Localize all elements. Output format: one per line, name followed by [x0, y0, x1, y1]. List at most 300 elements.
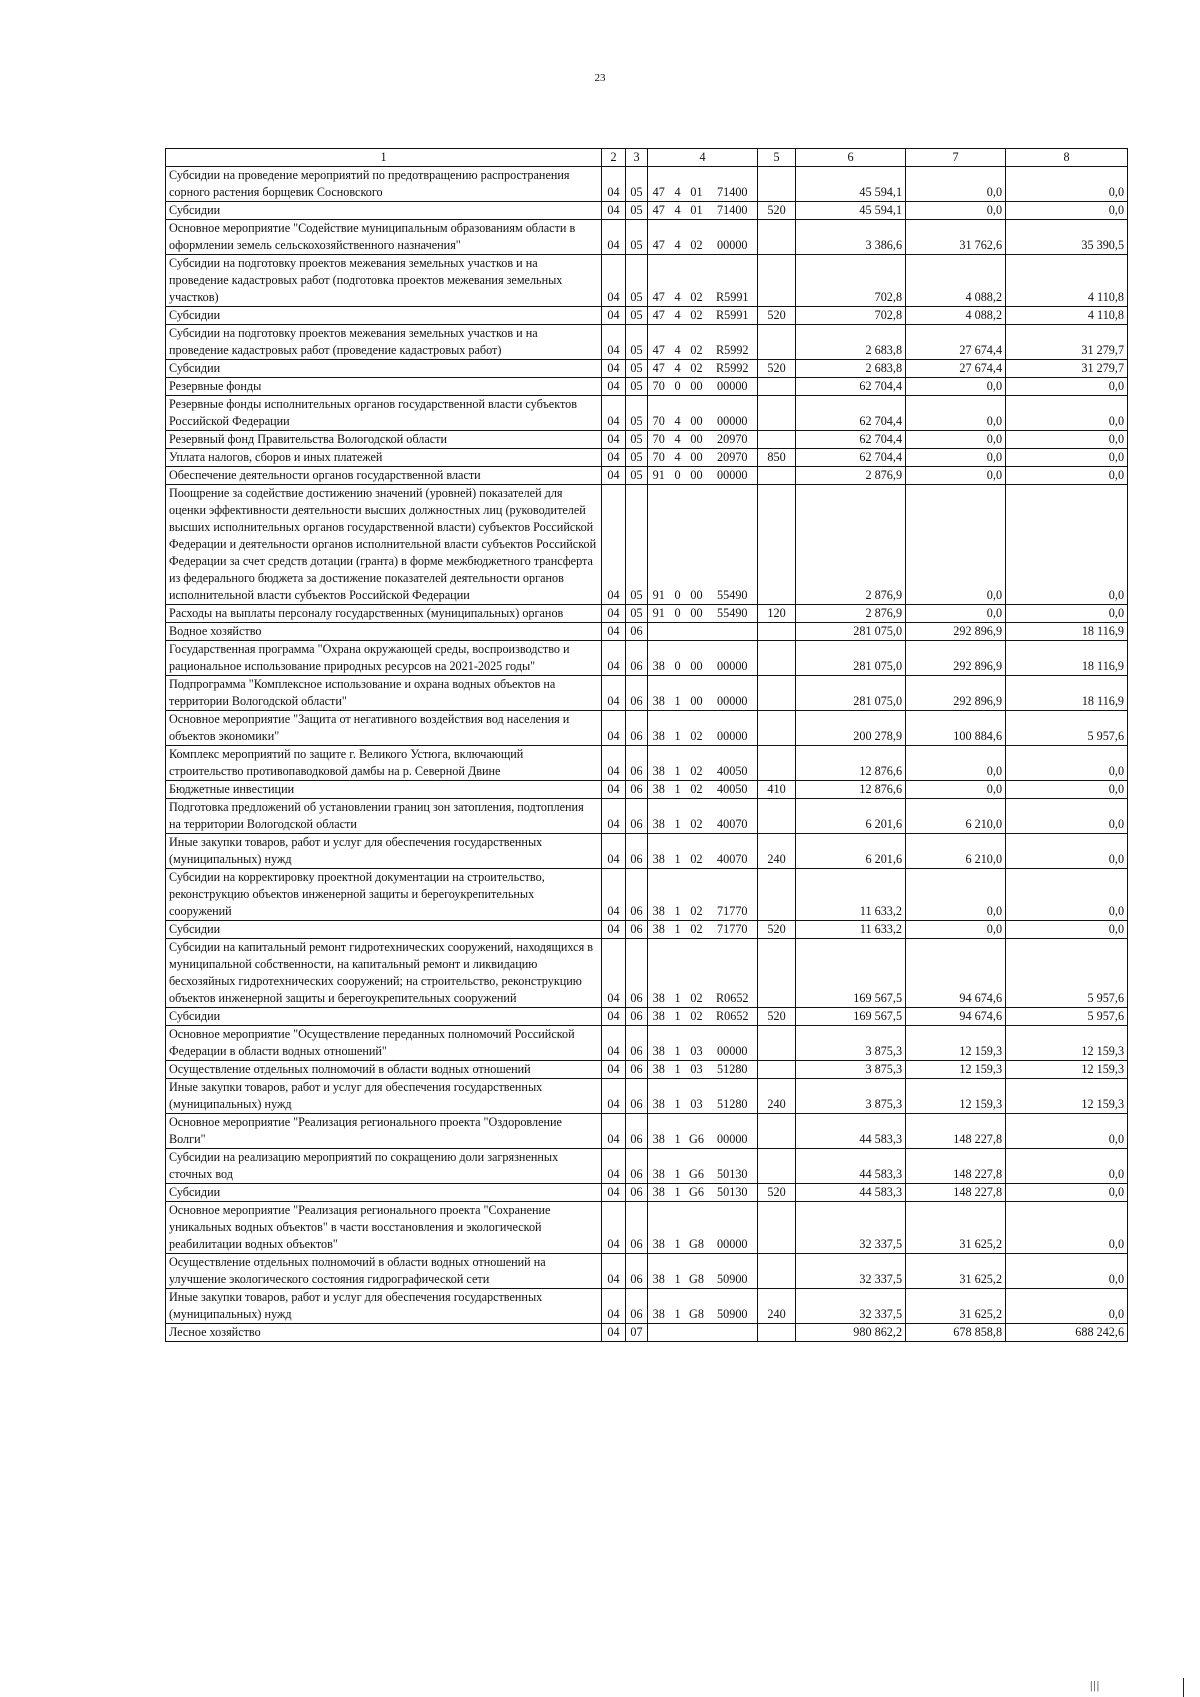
amount-col7: 31 625,2	[906, 1202, 1006, 1254]
target-code-subprogram: 1	[670, 1026, 686, 1061]
table-row	[166, 799, 1128, 834]
row-name: Комплекс мероприятий по защите г. Великого Устюга, включающий строительство противопаводковой дамбы на р. Северной Двине	[166, 746, 602, 781]
amount-col6: 2 683,8	[796, 325, 906, 360]
amount-col6: 2 876,9	[796, 485, 906, 605]
amount-col7: 12 159,3	[906, 1079, 1006, 1114]
target-code-subprogram: 1	[670, 921, 686, 939]
subsection-code: 06	[626, 939, 648, 1008]
subsection-code: 05	[626, 167, 648, 202]
target-code-program: 91	[648, 605, 670, 623]
section-code: 04	[602, 1289, 626, 1324]
amount-col6: 169 567,5	[796, 939, 906, 1008]
target-code-event: 02	[686, 307, 708, 325]
section-code: 04	[602, 1324, 626, 1342]
amount-col6: 980 862,2	[796, 1324, 906, 1342]
subsection-code: 05	[626, 325, 648, 360]
section-code: 04	[602, 325, 626, 360]
target-code-subprogram: 1	[670, 1289, 686, 1324]
row-name: Водное хозяйство	[166, 623, 602, 641]
amount-col8: 0,0	[1006, 1289, 1128, 1324]
table-row	[166, 781, 1128, 799]
subsection-code: 05	[626, 378, 648, 396]
target-code-program: 38	[648, 869, 670, 921]
target-code-direction: 50900	[708, 1254, 758, 1289]
header-cell: 7	[906, 149, 1006, 167]
target-code-subprogram: 1	[670, 1079, 686, 1114]
amount-col6: 11 633,2	[796, 921, 906, 939]
expense-type-code	[758, 1324, 796, 1342]
target-code-subprogram: 4	[670, 220, 686, 255]
row-name: Резервные фонды	[166, 378, 602, 396]
subsection-code: 06	[626, 1289, 648, 1324]
target-code-subprogram: 1	[670, 1254, 686, 1289]
target-code-subprogram: 1	[670, 869, 686, 921]
amount-col7: 678 858,8	[906, 1324, 1006, 1342]
row-name: Резервные фонды исполнительных органов государственной власти субъектов Российской Федерации	[166, 396, 602, 431]
amount-col6: 200 278,9	[796, 711, 906, 746]
amount-col8: 688 242,6	[1006, 1324, 1128, 1342]
table-row	[166, 1184, 1128, 1202]
target-code-direction: 00000	[708, 1026, 758, 1061]
section-code: 04	[602, 1254, 626, 1289]
row-name: Иные закупки товаров, работ и услуг для обеспечения государственных (муниципальных) нужд	[166, 1079, 602, 1114]
target-code-program: 38	[648, 799, 670, 834]
row-name: Государственная программа "Охрана окружающей среды, воспроизводство и рациональное использование природных ресурсов на 2021-2025 годы"	[166, 641, 602, 676]
amount-col6: 2 876,9	[796, 467, 906, 485]
expense-type-code	[758, 799, 796, 834]
row-name: Субсидии	[166, 1184, 602, 1202]
target-code-subprogram: 1	[670, 939, 686, 1008]
amount-col8: 0,0	[1006, 378, 1128, 396]
expense-type-code	[758, 1026, 796, 1061]
section-code: 04	[602, 1184, 626, 1202]
target-code-event: 02	[686, 360, 708, 378]
target-code-program: 38	[648, 834, 670, 869]
expense-type-code	[758, 1061, 796, 1079]
section-code: 04	[602, 1149, 626, 1184]
target-code-event: 02	[686, 746, 708, 781]
row-name: Уплата налогов, сборов и иных платежей	[166, 449, 602, 467]
target-code-subprogram	[670, 1324, 686, 1342]
target-code-event: 02	[686, 220, 708, 255]
section-code: 04	[602, 378, 626, 396]
target-code-subprogram: 4	[670, 360, 686, 378]
target-code-direction: 00000	[708, 220, 758, 255]
amount-col7: 4 088,2	[906, 307, 1006, 325]
subsection-code: 06	[626, 1184, 648, 1202]
amount-col8: 0,0	[1006, 467, 1128, 485]
scan-marks: |||	[1090, 1678, 1101, 1692]
subsection-code: 06	[626, 834, 648, 869]
target-code-direction: R5992	[708, 325, 758, 360]
expense-type-code: 240	[758, 1289, 796, 1324]
amount-col7: 27 674,4	[906, 360, 1006, 378]
target-code-subprogram: 4	[670, 167, 686, 202]
row-name: Субсидии	[166, 202, 602, 220]
table-row	[166, 939, 1128, 1008]
target-code-event: 00	[686, 449, 708, 467]
section-code: 04	[602, 431, 626, 449]
target-code-event	[686, 623, 708, 641]
amount-col6: 281 075,0	[796, 623, 906, 641]
row-name: Резервный фонд Правительства Вологодской области	[166, 431, 602, 449]
target-code-event: G8	[686, 1254, 708, 1289]
row-name: Основное мероприятие "Реализация регионального проекта "Оздоровление Волги"	[166, 1114, 602, 1149]
target-code-direction: 51280	[708, 1079, 758, 1114]
target-code-program: 38	[648, 1026, 670, 1061]
amount-col8: 0,0	[1006, 799, 1128, 834]
amount-col6: 2 683,8	[796, 360, 906, 378]
target-code-program: 38	[648, 1289, 670, 1324]
amount-col8: 4 110,8	[1006, 307, 1128, 325]
row-name: Осуществление отдельных полномочий в области водных отношений на улучшение экологического состояния гидрографической сети	[166, 1254, 602, 1289]
target-code-event: 03	[686, 1026, 708, 1061]
expense-type-code: 240	[758, 1079, 796, 1114]
amount-col8: 0,0	[1006, 921, 1128, 939]
expense-type-code	[758, 676, 796, 711]
target-code-subprogram: 1	[670, 711, 686, 746]
expense-type-code: 520	[758, 360, 796, 378]
target-code-direction: 00000	[708, 396, 758, 431]
amount-col8: 18 116,9	[1006, 676, 1128, 711]
page-number: 23	[594, 72, 606, 84]
target-code-program: 47	[648, 307, 670, 325]
section-code: 04	[602, 220, 626, 255]
row-name: Подготовка предложений об установлении границ зон затопления, подтопления на территории Вологодской области	[166, 799, 602, 834]
target-code-event: 02	[686, 869, 708, 921]
section-code: 04	[602, 1079, 626, 1114]
expense-type-code	[758, 220, 796, 255]
target-code-program: 91	[648, 485, 670, 605]
target-code-direction: 50900	[708, 1289, 758, 1324]
subsection-code: 06	[626, 746, 648, 781]
amount-col7: 0,0	[906, 396, 1006, 431]
row-name: Основное мероприятие "Осуществление переданных полномочий Российской Федерации в области водных отношений"	[166, 1026, 602, 1061]
table-row	[166, 167, 1128, 202]
target-code-program	[648, 623, 670, 641]
row-name: Субсидии на реализацию мероприятий по сокращению доли загрязненных сточных вод	[166, 1149, 602, 1184]
target-code-event: 00	[686, 378, 708, 396]
amount-col6: 44 583,3	[796, 1114, 906, 1149]
section-code: 04	[602, 467, 626, 485]
amount-col8: 0,0	[1006, 485, 1128, 605]
amount-col6: 62 704,4	[796, 449, 906, 467]
expense-type-code	[758, 1202, 796, 1254]
target-code-direction	[708, 623, 758, 641]
amount-col8: 0,0	[1006, 449, 1128, 467]
expense-type-code: 410	[758, 781, 796, 799]
amount-col7: 94 674,6	[906, 939, 1006, 1008]
subsection-code: 05	[626, 220, 648, 255]
table-row	[166, 467, 1128, 485]
table-row	[166, 1254, 1128, 1289]
target-code-event: 00	[686, 485, 708, 605]
amount-col7: 4 088,2	[906, 255, 1006, 307]
target-code-program: 47	[648, 202, 670, 220]
amount-col8: 0,0	[1006, 1254, 1128, 1289]
target-code-subprogram: 1	[670, 799, 686, 834]
table-row	[166, 485, 1128, 605]
target-code-subprogram: 1	[670, 834, 686, 869]
target-code-direction: 71770	[708, 921, 758, 939]
budget-table	[165, 148, 1128, 1342]
section-code: 04	[602, 485, 626, 605]
target-code-program: 38	[648, 1202, 670, 1254]
expense-type-code	[758, 378, 796, 396]
amount-col6: 62 704,4	[796, 396, 906, 431]
amount-col6: 32 337,5	[796, 1289, 906, 1324]
target-code-direction: 40070	[708, 834, 758, 869]
table-row	[166, 255, 1128, 307]
target-code-event: G6	[686, 1149, 708, 1184]
target-code-event: G8	[686, 1202, 708, 1254]
header-cell: 4	[648, 149, 758, 167]
target-code-subprogram: 1	[670, 1008, 686, 1026]
expense-type-code	[758, 167, 796, 202]
target-code-subprogram: 1	[670, 1114, 686, 1149]
amount-col7: 12 159,3	[906, 1026, 1006, 1061]
amount-col6: 281 075,0	[796, 641, 906, 676]
table-row	[166, 1079, 1128, 1114]
target-code-program: 38	[648, 1061, 670, 1079]
amount-col8: 5 957,6	[1006, 711, 1128, 746]
target-code-subprogram: 1	[670, 746, 686, 781]
expense-type-code: 520	[758, 307, 796, 325]
table-row	[166, 641, 1128, 676]
amount-col6: 2 876,9	[796, 605, 906, 623]
row-name: Подпрограмма "Комплексное использование и охрана водных объектов на территории Вологодской области"	[166, 676, 602, 711]
amount-col6: 3 386,6	[796, 220, 906, 255]
amount-col7: 0,0	[906, 921, 1006, 939]
table-row	[166, 676, 1128, 711]
target-code-event: 02	[686, 939, 708, 1008]
subsection-code: 06	[626, 921, 648, 939]
amount-col6: 11 633,2	[796, 869, 906, 921]
amount-col8: 0,0	[1006, 1184, 1128, 1202]
target-code-event: G8	[686, 1289, 708, 1324]
target-code-direction: 55490	[708, 485, 758, 605]
expense-type-code	[758, 869, 796, 921]
amount-col6: 702,8	[796, 307, 906, 325]
amount-col8: 5 957,6	[1006, 1008, 1128, 1026]
target-code-program: 47	[648, 220, 670, 255]
target-code-subprogram: 4	[670, 449, 686, 467]
target-code-subprogram: 1	[670, 1202, 686, 1254]
amount-col8: 0,0	[1006, 746, 1128, 781]
row-name: Основное мероприятие "Реализация регионального проекта "Сохранение уникальных водных объектов" в части восстановления и экологической реабилитации водных объектов"	[166, 1202, 602, 1254]
amount-col8: 0,0	[1006, 834, 1128, 869]
amount-col6: 6 201,6	[796, 834, 906, 869]
amount-col8: 0,0	[1006, 781, 1128, 799]
expense-type-code: 520	[758, 1008, 796, 1026]
subsection-code: 06	[626, 1114, 648, 1149]
amount-col7: 0,0	[906, 605, 1006, 623]
target-code-direction: 00000	[708, 676, 758, 711]
row-name: Расходы на выплаты персоналу государственных (муниципальных) органов	[166, 605, 602, 623]
amount-col6: 6 201,6	[796, 799, 906, 834]
expense-type-code	[758, 623, 796, 641]
row-name: Иные закупки товаров, работ и услуг для обеспечения государственных (муниципальных) нужд	[166, 834, 602, 869]
table-row	[166, 834, 1128, 869]
table-row	[166, 1289, 1128, 1324]
amount-col6: 32 337,5	[796, 1202, 906, 1254]
section-code: 04	[602, 1061, 626, 1079]
amount-col7: 0,0	[906, 167, 1006, 202]
target-code-program: 47	[648, 255, 670, 307]
section-code: 04	[602, 202, 626, 220]
table-row	[166, 220, 1128, 255]
amount-col7: 0,0	[906, 746, 1006, 781]
target-code-event: 00	[686, 676, 708, 711]
target-code-event: 02	[686, 711, 708, 746]
expense-type-code	[758, 431, 796, 449]
target-code-program: 70	[648, 431, 670, 449]
amount-col8: 12 159,3	[1006, 1061, 1128, 1079]
subsection-code: 06	[626, 799, 648, 834]
amount-col7: 0,0	[906, 467, 1006, 485]
target-code-program: 70	[648, 449, 670, 467]
row-name: Лесное хозяйство	[166, 1324, 602, 1342]
expense-type-code	[758, 1149, 796, 1184]
expense-type-code: 120	[758, 605, 796, 623]
target-code-event: G6	[686, 1114, 708, 1149]
target-code-direction: 50130	[708, 1184, 758, 1202]
expense-type-code	[758, 1114, 796, 1149]
target-code-event: 01	[686, 167, 708, 202]
row-name: Субсидии на проведение мероприятий по предотвращению распространения сорного растения борщевик Сосновского	[166, 167, 602, 202]
expense-type-code	[758, 746, 796, 781]
section-code: 04	[602, 746, 626, 781]
amount-col7: 0,0	[906, 202, 1006, 220]
target-code-program: 91	[648, 467, 670, 485]
subsection-code: 05	[626, 485, 648, 605]
target-code-event: 00	[686, 396, 708, 431]
target-code-subprogram: 4	[670, 431, 686, 449]
target-code-event: 02	[686, 799, 708, 834]
expense-type-code	[758, 1254, 796, 1289]
amount-col7: 27 674,4	[906, 325, 1006, 360]
amount-col8: 18 116,9	[1006, 641, 1128, 676]
amount-col8: 0,0	[1006, 1114, 1128, 1149]
target-code-subprogram: 4	[670, 255, 686, 307]
target-code-subprogram: 0	[670, 641, 686, 676]
subsection-code: 05	[626, 396, 648, 431]
table-row	[166, 1202, 1128, 1254]
table-row	[166, 396, 1128, 431]
amount-col7: 0,0	[906, 781, 1006, 799]
target-code-subprogram: 0	[670, 467, 686, 485]
section-code: 04	[602, 449, 626, 467]
target-code-direction: 71400	[708, 167, 758, 202]
amount-col8: 5 957,6	[1006, 939, 1128, 1008]
amount-col7: 12 159,3	[906, 1061, 1006, 1079]
subsection-code: 06	[626, 781, 648, 799]
table-row	[166, 449, 1128, 467]
subsection-code: 05	[626, 449, 648, 467]
target-code-direction: 40070	[708, 799, 758, 834]
amount-col8: 35 390,5	[1006, 220, 1128, 255]
table-row	[166, 378, 1128, 396]
amount-col8: 0,0	[1006, 605, 1128, 623]
table-row	[166, 1324, 1128, 1342]
table-row	[166, 1026, 1128, 1061]
subsection-code: 06	[626, 1061, 648, 1079]
subsection-code: 05	[626, 467, 648, 485]
amount-col6: 45 594,1	[796, 167, 906, 202]
target-code-direction: R0652	[708, 1008, 758, 1026]
amount-col8: 0,0	[1006, 431, 1128, 449]
amount-col7: 31 625,2	[906, 1289, 1006, 1324]
target-code-subprogram: 4	[670, 202, 686, 220]
amount-col6: 281 075,0	[796, 676, 906, 711]
header-cell: 1	[166, 149, 602, 167]
subsection-code: 06	[626, 869, 648, 921]
expense-type-code	[758, 255, 796, 307]
scan-edge-line	[1183, 1678, 1184, 1697]
target-code-program: 38	[648, 1079, 670, 1114]
amount-col7: 31 625,2	[906, 1254, 1006, 1289]
amount-col6: 3 875,3	[796, 1026, 906, 1061]
row-name: Субсидии на подготовку проектов межевания земельных участков и на проведение кадастровых работ (подготовка проектов межевания земельных участков)	[166, 255, 602, 307]
section-code: 04	[602, 396, 626, 431]
section-code: 04	[602, 1114, 626, 1149]
target-code-event	[686, 1324, 708, 1342]
target-code-event: G6	[686, 1184, 708, 1202]
subsection-code: 06	[626, 1149, 648, 1184]
amount-col7: 6 210,0	[906, 799, 1006, 834]
section-code: 04	[602, 921, 626, 939]
expense-type-code	[758, 396, 796, 431]
expense-type-code	[758, 467, 796, 485]
target-code-program: 70	[648, 396, 670, 431]
amount-col8: 4 110,8	[1006, 255, 1128, 307]
amount-col6: 169 567,5	[796, 1008, 906, 1026]
target-code-program: 47	[648, 167, 670, 202]
section-code: 04	[602, 1026, 626, 1061]
section-code: 04	[602, 869, 626, 921]
target-code-event: 00	[686, 467, 708, 485]
subsection-code: 06	[626, 1079, 648, 1114]
amount-col7: 94 674,6	[906, 1008, 1006, 1026]
target-code-direction: 71770	[708, 869, 758, 921]
row-name: Основное мероприятие "Содействие муниципальным образованиям области в оформлении земель сельскохозяйственного назначения"	[166, 220, 602, 255]
table-row	[166, 325, 1128, 360]
target-code-program: 70	[648, 378, 670, 396]
amount-col6: 44 583,3	[796, 1184, 906, 1202]
amount-col7: 0,0	[906, 378, 1006, 396]
target-code-program	[648, 1324, 670, 1342]
budget-table-body	[166, 167, 1128, 1342]
expense-type-code: 240	[758, 834, 796, 869]
table-row	[166, 746, 1128, 781]
amount-col8: 0,0	[1006, 202, 1128, 220]
target-code-direction: R0652	[708, 939, 758, 1008]
amount-col7: 148 227,8	[906, 1184, 1006, 1202]
target-code-program: 38	[648, 1114, 670, 1149]
subsection-code: 05	[626, 202, 648, 220]
target-code-subprogram	[670, 623, 686, 641]
table-row	[166, 869, 1128, 921]
target-code-program: 38	[648, 746, 670, 781]
amount-col8: 0,0	[1006, 869, 1128, 921]
target-code-program: 38	[648, 1254, 670, 1289]
section-code: 04	[602, 799, 626, 834]
table-row	[166, 921, 1128, 939]
header-row	[166, 149, 1128, 167]
row-name: Обеспечение деятельности органов государственной власти	[166, 467, 602, 485]
table-row	[166, 360, 1128, 378]
target-code-program: 38	[648, 939, 670, 1008]
